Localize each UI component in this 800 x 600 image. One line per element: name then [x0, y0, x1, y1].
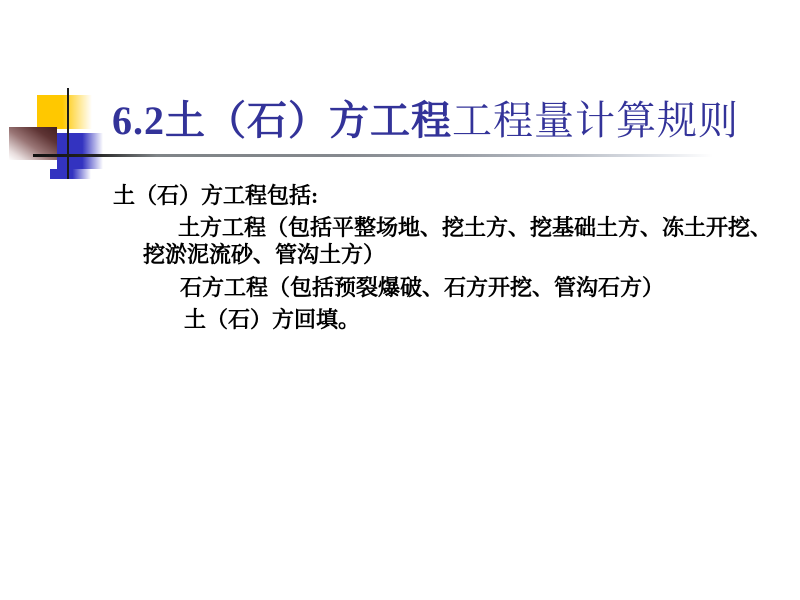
- slide-title-regular-part: 工程量计算规则: [452, 98, 739, 143]
- decor-yellow-square: [37, 95, 93, 129]
- body-line-rockwork: 石方工程（包括预裂爆破、石方开挖、管沟石方）: [180, 275, 665, 300]
- title-divider-line: [33, 154, 720, 157]
- slide-title: [112, 97, 739, 145]
- decor-blue-square: [57, 133, 103, 169]
- body-line-intro: 土（石）方工程包括:: [113, 183, 319, 208]
- body-line-earthwork-1: 土方工程（包括平整场地、挖土方、挖基础土方、冻土开挖、: [178, 215, 773, 240]
- slide-title-bold-part: 6.2土（石）方工程: [112, 98, 452, 143]
- decor-vertical-line: [67, 88, 69, 179]
- body-line-earthwork-2: 挖淤泥流砂、管沟土方）: [143, 242, 386, 267]
- body-line-backfill: 土（石）方回填。: [184, 307, 361, 332]
- decor-blue-square-tail: [50, 169, 91, 179]
